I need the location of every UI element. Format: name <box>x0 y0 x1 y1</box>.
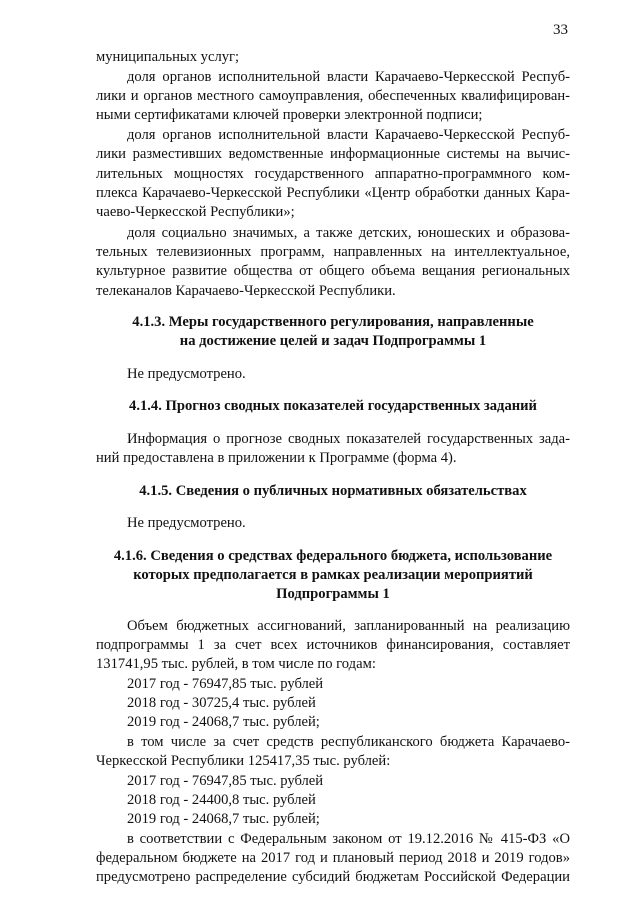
text-line: доля органов исполнительной власти Карачаево-Черкесской Респуб- <box>127 69 570 85</box>
text-line: доля социально значимых, а также детских, юношеских и образова- <box>127 225 570 241</box>
budget-year-line: 2018 год - 24400,8 тыс. рублей <box>127 792 316 808</box>
text-line: тельных телевизионных программ, направленных на интеллектуальное, <box>96 244 570 260</box>
text-line: лики и органов местного самоуправления, обеспеченных квалифицирован- <box>96 88 570 104</box>
text-line: подпрограммы 1 за счет всех источников финансирования, составляет <box>96 637 570 653</box>
text-line: в том числе за счет средств республиканского бюджета Карачаево- <box>127 734 570 750</box>
text-line: плекса Карачаево-Черкесской Республики «Центр обработки данных Кара- <box>96 185 570 201</box>
section-heading-4-1-6: которых предполагается в рамках реализации мероприятий <box>133 567 533 583</box>
text-line: культурное развитие общества от общего объема вещания региональных <box>96 263 570 279</box>
budget-year-line: 2019 год - 24068,7 тыс. рублей; <box>127 811 320 827</box>
text-line: телеканалов Карачаево-Черкесской Республики. <box>96 283 396 299</box>
text-line: Не предусмотрено. <box>127 366 246 382</box>
section-heading-4-1-6: 4.1.6. Сведения о средствах федерального бюджета, использование <box>113 548 553 564</box>
budget-year-line: 2019 год - 24068,7 тыс. рублей; <box>127 714 320 730</box>
text-line: Объем бюджетных ассигнований, запланированный на реализацию <box>127 618 570 634</box>
text-line: Информация о прогнозе сводных показателей государственных зада- <box>127 431 570 447</box>
section-heading-4-1-5: 4.1.5. Сведения о публичных нормативных обязательствах <box>139 483 527 499</box>
text-line: чаево-Черкесской Республики»; <box>96 204 295 220</box>
text-line: ными сертификатами ключей проверки электронной подписи; <box>96 107 483 123</box>
page-number: 33 <box>553 22 568 38</box>
text-line: Черкесской Республики 125417,35 тыс. рублей: <box>96 753 391 769</box>
text-line: лительных мощностях государственного аппаратно-программного ком- <box>96 166 570 182</box>
section-heading-4-1-3: 4.1.3. Меры государственного регулирования, направленные <box>132 314 534 330</box>
text-line: Не предусмотрено. <box>127 515 246 531</box>
text-line: в соответствии с Федеральным законом от 19.12.2016 № 415-ФЗ «О <box>127 831 570 847</box>
text-line: лики разместивших ведомственные информационные системы на вычис- <box>96 146 570 162</box>
text-line: 131741,95 тыс. рублей, в том числе по годам: <box>96 656 376 672</box>
text-line: муниципальных услуг; <box>96 49 240 65</box>
text-line: ний предоставлена в приложении к Программе (форма 4). <box>96 450 457 466</box>
section-heading-4-1-3: на достижение целей и задач Подпрограммы 1 <box>179 333 487 349</box>
text-line: федеральном бюджете на 2017 год и плановый период 2018 и 2019 годов» <box>96 850 570 866</box>
section-heading-4-1-4: 4.1.4. Прогноз сводных показателей государственных заданий <box>129 398 537 414</box>
budget-year-line: 2018 год - 30725,4 тыс. рублей <box>127 695 316 711</box>
budget-year-line: 2017 год - 76947,85 тыс. рублей <box>127 676 324 692</box>
text-line: доля органов исполнительной власти Карачаево-Черкесской Респуб- <box>127 127 570 143</box>
section-heading-4-1-6: Подпрограммы 1 <box>276 586 390 602</box>
budget-year-line: 2017 год - 76947,85 тыс. рублей <box>127 773 324 789</box>
text-line: предусмотрено распределение субсидий бюджетам Российской Федерации <box>96 869 570 885</box>
